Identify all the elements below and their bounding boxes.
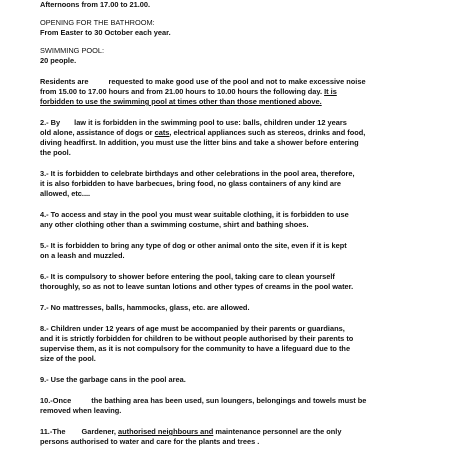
rule-11-line-2: persons authorised to water and care for the plants and trees . <box>40 437 260 446</box>
rule-2-text-2: old alone, assistance of dogs or <box>40 128 153 137</box>
rule-10-number: 10.-Once <box>40 396 72 405</box>
rule-11-number: 11.-The <box>40 427 66 436</box>
rule-2-text-1: law it is forbidden in the swimming pool to use: balls, children under 12 years <box>74 118 347 127</box>
residents-hours: from 15.00 to 17.00 hours and from 21.00 hours to 10.00 hours the following day. <box>40 87 323 96</box>
pool-capacity: 20 people. <box>40 56 77 65</box>
rule-2-line-2 <box>40 128 365 137</box>
rule-4-line-1: 4.- To access and stay in the pool you must wear suitable clothing, it is forbidden to use <box>40 210 349 219</box>
residents-lead: Residents are <box>40 77 89 86</box>
rule-3-line-2: it is also forbidden to have barbecues, bring food, no glass containers of any kind are <box>40 179 342 188</box>
residents-forbidden-start: It is <box>324 87 337 96</box>
rule-2-line-1 <box>40 118 347 127</box>
residents-forbidden-times: forbidden to use the swimming pool at times other than those mentioned above. <box>40 97 322 106</box>
rule-3-line-3: allowed, etc.... <box>40 189 91 198</box>
afternoons-hours: Afternoons from 17.00 to 21.00. <box>40 0 151 9</box>
rule-2-number: 2.- By <box>40 118 61 127</box>
rule-7-line-1: 7.- No mattresses, balls, hammocks, glass, etc. are allowed. <box>40 303 250 312</box>
rule-5-line-2: on a leash and muzzled. <box>40 251 125 260</box>
pool-heading: SWIMMING POOL: <box>40 46 105 55</box>
residents-line-1 <box>40 77 366 86</box>
rule-5-line-1: 5.- It is forbidden to bring any type of dog or other animal onto the site, even if it is kept <box>40 241 347 250</box>
rule-8-line-4: size of the pool. <box>40 354 96 363</box>
rule-6-line-1: 6.- It is compulsory to shower before entering the pool, taking care to clean yourself <box>40 272 335 281</box>
residents-request: requested to make good use of the pool and not to make excessive noise <box>108 77 366 86</box>
residents-line-2 <box>40 87 337 96</box>
rule-8-line-1: 8.- Children under 12 years of age must be accompanied by their parents or guardians, <box>40 324 345 333</box>
rule-2-cats: cats <box>154 128 170 137</box>
rule-10-line-2: removed when leaving. <box>40 406 122 415</box>
rule-10-line-1 <box>40 396 366 405</box>
rule-9-line-1: 9.- Use the garbage cans in the pool area. <box>40 375 186 384</box>
rule-3-line-1: 3.- It is forbidden to celebrate birthdays and other celebrations in the pool area, therefore, <box>40 169 355 178</box>
rule-2-text-3: , electrical appliances such as stereos, drinks and food, <box>169 128 366 137</box>
bathroom-heading: OPENING FOR THE BATHROOM: <box>40 18 155 27</box>
rule-11-gardener: Gardener, <box>81 427 116 436</box>
rule-8-line-2: and it is strictly forbidden for children to be without people authorised by their parents to <box>40 334 354 343</box>
rule-11-maintenance: maintenance personnel are the only <box>215 427 342 436</box>
rule-11-neighbours: authorised neighbours and <box>118 427 214 436</box>
rule-2-line-3: diving headfirst. In addition, you must use the litter bins and take a shower before entering <box>40 138 359 147</box>
rule-4-line-2: any other clothing other than a swimming costume, shirt and bathing shoes. <box>40 220 309 229</box>
rule-8-line-3: supervise them, as it is not compulsory for the community to have a lifeguard due to the <box>40 344 351 353</box>
rule-10-text-1: the bathing area has been used, sun loungers, belongings and towels must be <box>91 396 367 405</box>
bathroom-period: From Easter to 30 October each year. <box>40 28 171 37</box>
rule-11-line-1 <box>40 427 341 436</box>
rule-6-line-2: thoroughly, so as not to leave suntan lotions and other types of creams in the pool water. <box>40 282 354 291</box>
rule-2-line-4: the pool. <box>40 148 71 157</box>
